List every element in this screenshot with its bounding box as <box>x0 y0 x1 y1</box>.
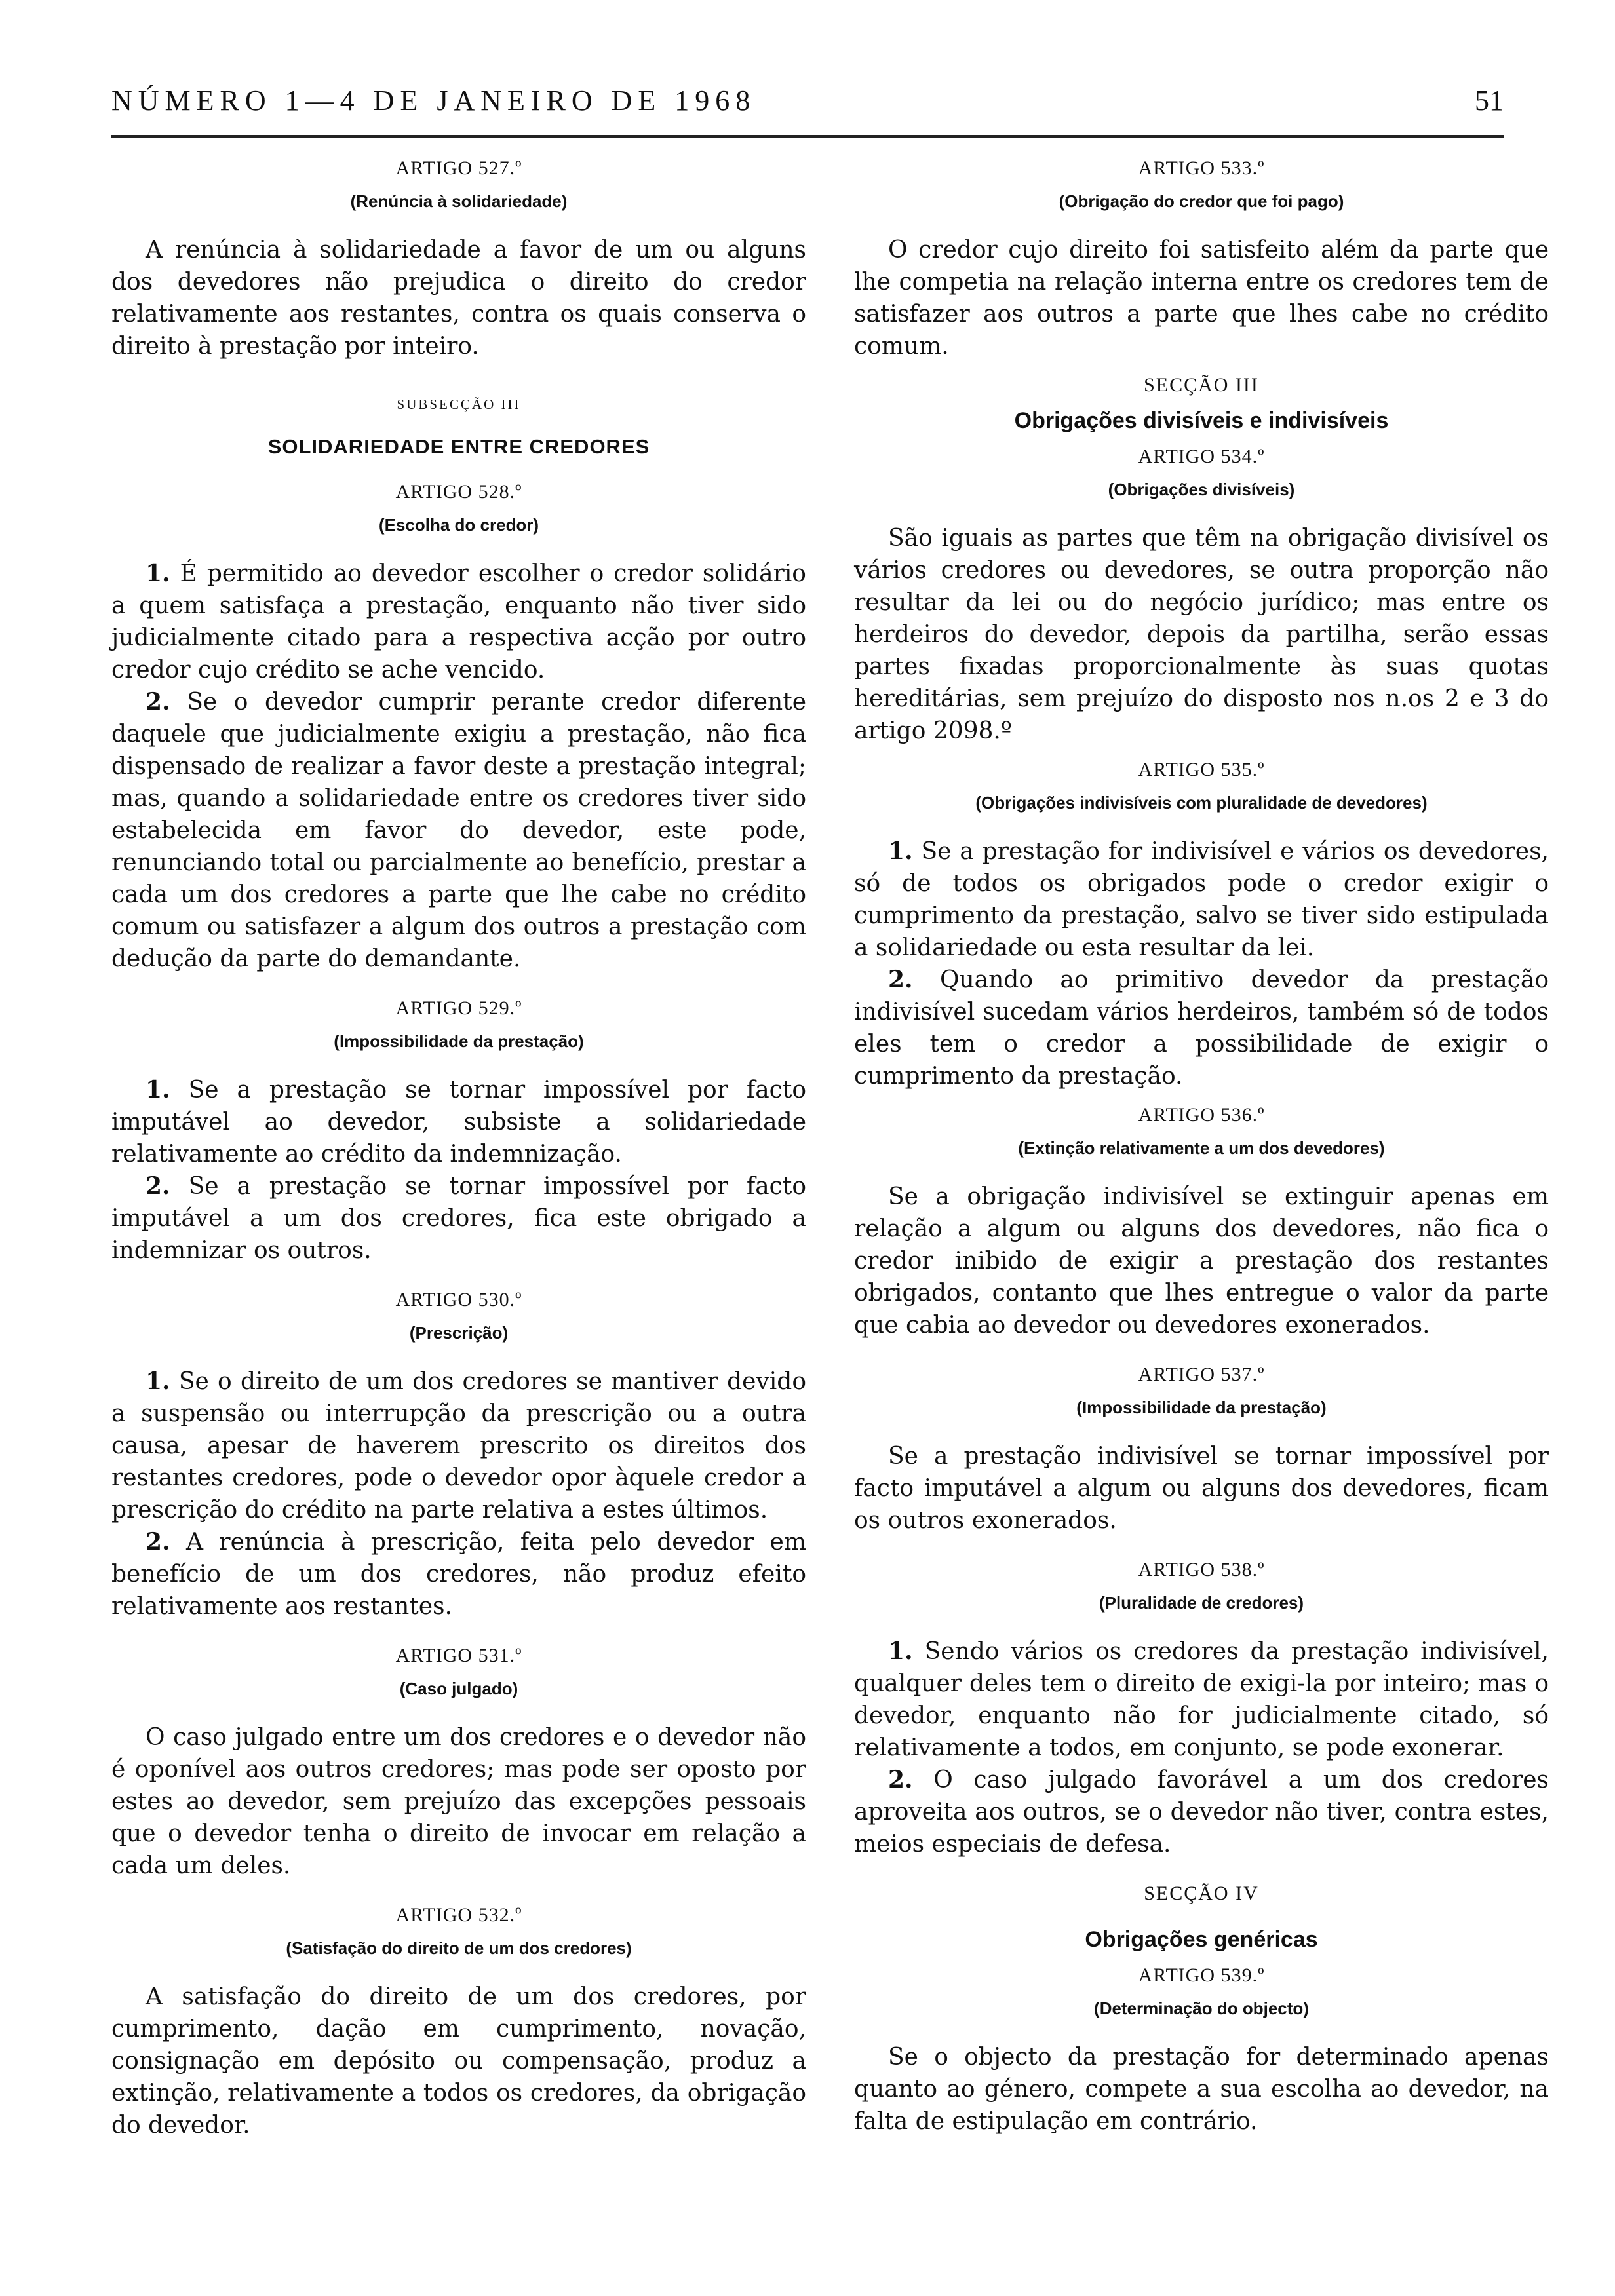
article-536-title: (Extinção relativamente a um dos devedores) <box>1018 1138 1385 1158</box>
article-534-text: São iguais as partes que têm na obrigação divisível os vários credores ou devedores, se outra proporção não resultar da lei ou do negócio jurídico; mas entre os herdeiros do devedor, depois da partilha, serão essas partes fixadas proporcionalmente às suas quotas hereditárias, sem prejuízo do disposto nos n.os 2 e 3 do artigo 2098.º <box>854 525 1549 744</box>
article-538-title: (Pluralidade de credores) <box>1099 1593 1304 1613</box>
article-530-label: ARTIGO 530.º <box>395 1289 522 1311</box>
article-535-paragraph-1: 1. Se a prestação for indivisível e vários os devedores, só de todos os obrigados pode o credor exigir o cumprimento da prestação, salvo se tiver sido estipulada a solidariedade ou esta resultar da lei. <box>854 837 1549 961</box>
section-3-label: SECÇÃO III <box>1144 374 1259 396</box>
article-527-text: A renúncia à solidariedade a favor de um ou alguns dos devedores não prejudica o direito do credor relativamente aos restantes, contra os quais conserva o direito à prestação por inteiro. <box>111 237 806 360</box>
article-530-paragraph-2: 2. A renúncia à prescrição, feita pelo devedor em benefício de um dos credores, não produz efeito relativamente aos restantes. <box>111 1528 806 1620</box>
article-532-title: (Satisfação do direito de um dos credores) <box>286 1938 632 1958</box>
article-528-label: ARTIGO 528.º <box>395 481 522 503</box>
article-539-title: (Determinação do objecto) <box>1094 1999 1309 2018</box>
article-528-paragraph-2: 2. Se o devedor cumprir perante credor diferente daquele que judicialmente exigiu a prestação, não fica dispensado de realizar a favor deste a prestação integral; mas, quando a solidariedade entre os credores tiver sido estabelecida em favor do devedor, este pode, renunciando total ou parcialmente ao benefício, prestar a cada um dos credores a parte que lhe cabe no crédito comum ou satisfazer a algum dos outros a prestação com dedução da parte do demandante. <box>111 688 806 972</box>
article-539-text: Se o objecto da prestação for determinado apenas quanto ao género, compete a sua escolha ao devedor, na falta de estipulação em contrário. <box>854 2044 1549 2135</box>
subsection-title: SOLIDARIEDADE ENTRE CREDORES <box>267 435 650 458</box>
article-531-title: (Caso julgado) <box>399 1679 518 1698</box>
article-529-title: (Impossibilidade da prestação) <box>334 1031 584 1051</box>
article-537-label: ARTIGO 537.º <box>1138 1364 1265 1385</box>
article-533-text: O credor cujo direito foi satisfeito além da parte que lhe competia na relação interna entre os credores tem de satisfazer aos outros a parte que lhes cabe no crédito comum. <box>854 237 1549 360</box>
article-528-title: (Escolha do credor) <box>378 515 539 535</box>
left-column <box>111 157 806 2141</box>
page-header <box>111 84 1504 130</box>
article-534-label: ARTIGO 534.º <box>1138 446 1265 467</box>
section-4-label: SECÇÃO IV <box>1144 1883 1259 1904</box>
article-536-label: ARTIGO 536.º <box>1138 1104 1265 1126</box>
page-number: 51 <box>1475 85 1504 117</box>
article-538-paragraph-2: 2. O caso julgado favorável a um dos credores aproveita aos outros, se o devedor não tiver, contra estes, meios especiais de defesa. <box>854 1766 1549 1858</box>
article-533-label: ARTIGO 533.º <box>1138 157 1265 179</box>
section-3-title: Obrigações divisíveis e indivisíveis <box>1014 408 1389 433</box>
article-529-paragraph-2: 2. Se a prestação se tornar impossível por facto imputável a um dos credores, fica este obrigado a indemnizar os outros. <box>111 1172 806 1264</box>
article-529-paragraph-1: 1. Se a prestação se tornar impossível por facto imputável ao devedor, subsiste a solidariedade relativamente ao crédito da indemnização. <box>111 1076 806 1168</box>
article-534-title: (Obrigações divisíveis) <box>1108 480 1295 499</box>
header-rule <box>111 135 1504 138</box>
article-539-label: ARTIGO 539.º <box>1138 1964 1265 1986</box>
article-531-text: O caso julgado entre um dos credores e o devedor não é oponível aos outros credores; mas pode ser oposto por estes ao devedor, sem prejuízo das excepções pessoais que o devedor tenha o direito de invocar em relação a cada um deles. <box>111 1724 806 1879</box>
article-535-paragraph-2: 2. Quando ao primitivo devedor da prestação indivisível sucedam vários herdeiros, também só de todos eles tem o credor a possibilidade de exigir o cumprimento da prestação. <box>854 966 1549 1090</box>
article-536-text: Se a obrigação indivisível se extinguir apenas em relação a algum ou alguns dos devedores, não fica o credor inibido de exigir a prestação dos restantes obrigados, contanto que lhes entregue o valor da parte que cabia ao devedor ou devedores exonerados. <box>854 1183 1549 1339</box>
right-column <box>854 157 1549 2137</box>
article-530-paragraph-1: 1. Se o direito de um dos credores se mantiver devido a suspensão ou interrupção da prescrição ou a outra causa, apesar de haverem prescrito os direitos dos restantes credores, pode o devedor opor àquele credor a prescrição do crédito na parte relativa a estes últimos. <box>111 1368 806 1523</box>
article-527-label: ARTIGO 527.º <box>395 157 522 179</box>
subsection-label: SUBSECÇÃO III <box>397 396 521 412</box>
article-531-label: ARTIGO 531.º <box>395 1645 522 1666</box>
article-527-title: (Renúncia à solidariedade) <box>350 191 568 211</box>
article-530-title: (Prescrição) <box>409 1323 509 1343</box>
article-537-title: (Impossibilidade da prestação) <box>1076 1398 1327 1417</box>
issue-title: NÚMERO 1—4 DE JANEIRO DE 1968 <box>111 85 756 117</box>
article-529-label: ARTIGO 529.º <box>395 997 522 1019</box>
article-532-text: A satisfação do direito de um dos credores, por cumprimento, dação em cumprimento, novação, consignação em depósito ou compensação, produz a extinção, relativamente a todos os credores, da obrigação do devedor. <box>111 1983 806 2139</box>
article-535-label: ARTIGO 535.º <box>1138 759 1265 780</box>
article-535-title: (Obrigações indivisíveis com pluralidade de devedores) <box>975 793 1428 813</box>
section-4-title: Obrigações genéricas <box>1085 1927 1318 1952</box>
article-538-paragraph-1: 1. Sendo vários os credores da prestação indivisível, qualquer deles tem o direito de exigi-la por inteiro; mas o devedor, enquanto não for judicialmente citado, só relativamente a todos, em conjunto, se pode exonerar. <box>854 1637 1549 1761</box>
article-537-text: Se a prestação indivisível se tornar impossível por facto imputável a algum ou alguns dos devedores, ficam os outros exonerados. <box>854 1443 1549 1534</box>
article-532-label: ARTIGO 532.º <box>395 1904 522 1926</box>
article-533-title: (Obrigação do credor que foi pago) <box>1059 191 1344 211</box>
article-538-label: ARTIGO 538.º <box>1138 1559 1265 1580</box>
article-528-paragraph-1: 1. É permitido ao devedor escolher o credor solidário a quem satisfaça a prestação, enquanto não tiver sido judicialmente citado para a respectiva acção por outro credor cujo crédito se ache vencido. <box>111 560 806 683</box>
